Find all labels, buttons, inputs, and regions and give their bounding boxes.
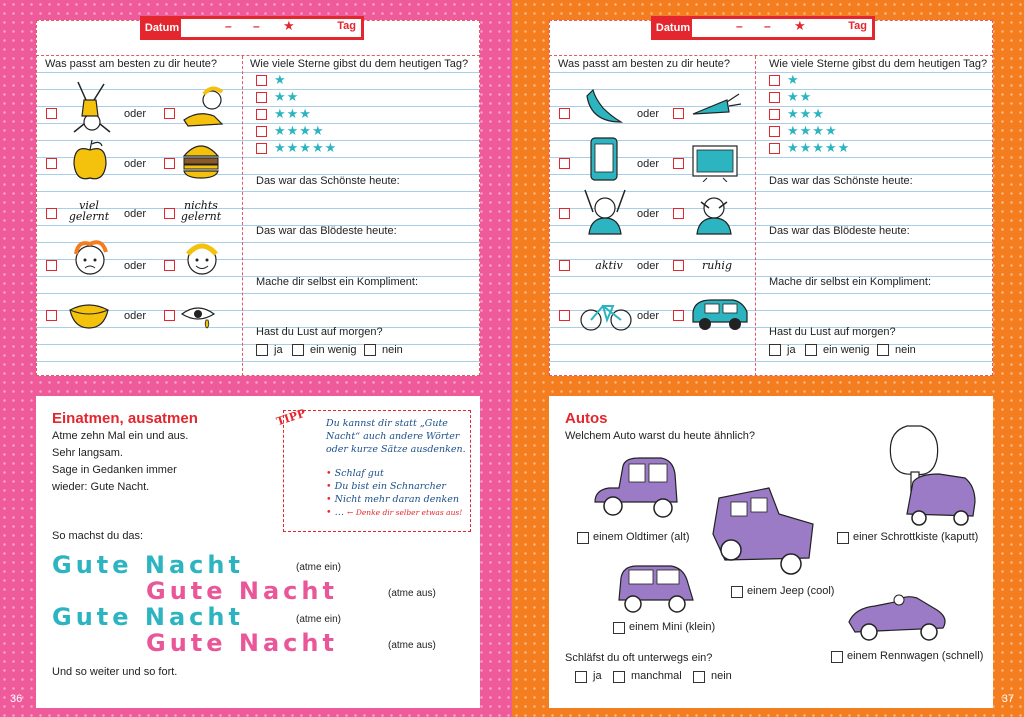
oldtimer-label: einem Oldtimer (alt) <box>593 531 690 543</box>
or-label: oder <box>124 208 147 220</box>
breathing-intro: Atme zehn Mal ein und aus. Sehr langsam. Sage in Gedanken immer wieder: Gute Nacht. <box>52 430 189 493</box>
tip-label: TIPP <box>274 406 308 429</box>
star-icon: ★ <box>794 18 806 33</box>
question-stars: Wie viele Sterne gibst du dem heutigen Tag? <box>769 58 988 70</box>
star-rating-1: ★ <box>274 72 287 87</box>
tip-list <box>326 467 470 519</box>
star-rating-2: ★★ <box>274 89 300 104</box>
race-car-icon <box>845 588 955 648</box>
calm-text: ruhig <box>702 259 732 272</box>
date-label: Datum <box>654 19 692 37</box>
checkbox-4-stars[interactable] <box>256 126 267 137</box>
excited-kid-icon <box>579 186 631 236</box>
burger-icon <box>180 136 222 182</box>
lying-kid-icon <box>178 80 230 130</box>
or-label: oder <box>637 108 660 120</box>
right-page <box>512 0 1024 717</box>
tv-icon <box>689 140 741 182</box>
or-label: oder <box>637 260 660 272</box>
checkbox-scrap[interactable] <box>837 532 849 544</box>
handstand-kid-icon <box>64 78 116 134</box>
page-number: 37 <box>1001 693 1014 705</box>
cars-question: Welchem Auto warst du heute ähnlich? <box>565 430 755 442</box>
apple-icon <box>68 138 112 184</box>
checkbox-1-star[interactable] <box>769 75 780 86</box>
checkbox-yes[interactable] <box>256 344 268 356</box>
star-rating-5: ★★★★★ <box>787 140 851 155</box>
oldtimer-car-icon <box>589 452 689 524</box>
checkbox-calm[interactable] <box>673 260 684 271</box>
checkbox-2-stars[interactable] <box>256 92 267 103</box>
checkbox-racer[interactable] <box>831 651 843 663</box>
checkbox-stressed[interactable] <box>673 208 684 219</box>
checkbox-no[interactable] <box>877 344 889 356</box>
crying-eye-icon <box>178 302 220 330</box>
star-rating-2: ★★ <box>787 89 813 104</box>
star-icon: ★ <box>283 18 295 33</box>
mini-label: einem Mini (klein) <box>629 621 716 633</box>
checkbox-3-stars[interactable] <box>256 109 267 120</box>
checkbox-a-little[interactable] <box>292 344 304 356</box>
checkbox-2-stars[interactable] <box>769 92 780 103</box>
carrot-icon <box>689 92 743 124</box>
sleep-sometimes: manchmal <box>631 670 682 682</box>
date-dash: – <box>253 19 260 33</box>
sleep-no: nein <box>711 670 732 682</box>
best-thing-prompt: Das war das Schönste heute: <box>769 175 913 187</box>
checkbox-sleep-no[interactable] <box>693 671 705 683</box>
checkbox-learned-nothing[interactable] <box>164 208 175 219</box>
checkbox-eye[interactable] <box>164 310 175 321</box>
breathing-title: Einatmen, ausatmen <box>52 410 198 427</box>
jeep-label: einem Jeep (cool) <box>747 585 835 597</box>
confused-face-icon <box>68 234 114 284</box>
day-label: Tag <box>337 20 356 32</box>
or-label: oder <box>637 208 660 220</box>
option-a-little: ein wenig <box>310 344 357 356</box>
checkbox-confused[interactable] <box>46 260 57 271</box>
car-icon <box>689 294 751 334</box>
worst-thing-prompt: Das war das Blödeste heute: <box>256 225 397 237</box>
checkbox-3-stars[interactable] <box>769 109 780 120</box>
question-best-fit: Was passt am besten zu dir heute? <box>45 58 218 70</box>
list-item: • Nicht mehr daran denken <box>326 493 470 506</box>
checkbox-active[interactable] <box>559 260 570 271</box>
breathing-card <box>36 396 480 708</box>
checkbox-handstand[interactable] <box>46 108 57 119</box>
date-field[interactable] <box>651 16 875 40</box>
checkbox-jeep[interactable] <box>731 586 743 598</box>
active-text: aktiv <box>595 259 623 272</box>
checkbox-a-little[interactable] <box>805 344 817 356</box>
checkbox-car[interactable] <box>673 310 684 321</box>
cars-card <box>549 396 993 708</box>
checkbox-mini[interactable] <box>613 622 625 634</box>
how-to-label: So machst du das: <box>52 530 144 542</box>
phrase-line-3: Gute Nacht <box>52 603 244 631</box>
date-dash: – <box>764 19 771 33</box>
checkbox-no[interactable] <box>364 344 376 356</box>
checkbox-apple[interactable] <box>46 158 57 169</box>
exhale-note: (atme aus) <box>388 640 436 651</box>
checkbox-tv[interactable] <box>673 158 684 169</box>
worst-thing-prompt: Das war das Blödeste heute: <box>769 225 910 237</box>
checkbox-burger[interactable] <box>164 158 175 169</box>
inhale-note: (atme ein) <box>296 614 342 625</box>
best-thing-prompt: Das war das Schönste heute: <box>256 175 400 187</box>
checkbox-learned-much[interactable] <box>46 208 57 219</box>
phone-icon <box>587 136 621 182</box>
star-rating-1: ★ <box>787 72 800 87</box>
star-rating-4: ★★★★ <box>274 123 325 138</box>
tomorrow-question: Hast du Lust auf morgen? <box>256 326 383 338</box>
date-dash: – <box>736 19 743 33</box>
cars-title: Autos <box>565 410 608 427</box>
page-number: 36 <box>10 693 23 705</box>
date-label: Datum <box>143 19 181 37</box>
checkbox-mouth[interactable] <box>46 310 57 321</box>
tip-text: Du kannst dir statt „Gute Nacht“ auch andere Wörter oder kurze Sätze ausdenken. <box>326 418 466 455</box>
jeep-car-icon <box>709 484 821 576</box>
wrecked-car-tree-icon <box>877 418 981 528</box>
list-item: • Schlaf gut <box>326 467 470 480</box>
phrase-line-2: Gute Nacht <box>146 577 338 605</box>
stressed-kid-icon <box>687 188 741 236</box>
list-item: • … ← Denke dir selber etwas aus! <box>326 506 470 519</box>
inhale-note: (atme ein) <box>296 562 342 573</box>
tomorrow-question: Hast du Lust auf morgen? <box>769 326 896 338</box>
compliment-prompt: Mache dir selbst ein Kompliment: <box>256 276 419 288</box>
checkbox-yes[interactable] <box>769 344 781 356</box>
happy-face-icon <box>180 234 224 284</box>
checkbox-oldtimer[interactable] <box>577 532 589 544</box>
sleep-question: Schläfst du oft unterwegs ein? <box>565 652 713 664</box>
checkbox-5-stars[interactable] <box>769 143 780 154</box>
mouth-icon <box>66 300 112 330</box>
checkbox-5-stars[interactable] <box>256 143 267 154</box>
checkbox-carrot[interactable] <box>673 108 684 119</box>
checkbox-happy[interactable] <box>164 260 175 271</box>
scrap-label: einer Schrottkiste (kaputt) <box>853 531 979 543</box>
list-item: • Du bist ein Schnarcher <box>326 480 470 493</box>
or-label: oder <box>637 158 660 170</box>
star-rating-3: ★★★ <box>274 106 312 121</box>
checkbox-sleep-sometimes[interactable] <box>613 671 625 683</box>
phrase-line-4: Gute Nacht <box>146 629 338 657</box>
date-field[interactable] <box>140 16 364 40</box>
learned-nothing-text: nichts gelernt <box>180 199 222 223</box>
tip-box <box>274 406 471 532</box>
question-stars: Wie viele Sterne gibst du dem heutigen Tag? <box>250 58 469 70</box>
or-label: oder <box>124 260 147 272</box>
checkbox-lying[interactable] <box>164 108 175 119</box>
outro-text: Und so weiter und so fort. <box>52 666 178 678</box>
journal-notebook <box>549 20 993 376</box>
checkbox-banana[interactable] <box>559 108 570 119</box>
journal-notebook <box>36 20 480 376</box>
day-label: Tag <box>848 20 867 32</box>
or-label: oder <box>124 310 147 322</box>
checkbox-phone[interactable] <box>559 158 570 169</box>
star-rating-5: ★★★★★ <box>274 140 338 155</box>
checkbox-excited[interactable] <box>559 208 570 219</box>
star-rating-3: ★★★ <box>787 106 825 121</box>
or-label: oder <box>637 310 660 322</box>
banana-icon <box>581 88 629 128</box>
checkbox-sleep-yes[interactable] <box>575 671 587 683</box>
option-yes: ja <box>787 344 796 356</box>
question-best-fit: Was passt am besten zu dir heute? <box>558 58 731 70</box>
option-no: nein <box>895 344 916 356</box>
racer-label: einem Rennwagen (schnell) <box>847 650 984 662</box>
checkbox-1-star[interactable] <box>256 75 267 86</box>
option-yes: ja <box>274 344 283 356</box>
star-rating-4: ★★★★ <box>787 123 838 138</box>
or-label: oder <box>124 108 147 120</box>
exhale-note: (atme aus) <box>388 588 436 599</box>
checkbox-bike[interactable] <box>559 310 570 321</box>
phrase-line-1: Gute Nacht <box>52 551 244 579</box>
mini-car-icon <box>613 560 701 620</box>
learned-much-text: viel gelernt <box>68 199 110 223</box>
compliment-prompt: Mache dir selbst ein Kompliment: <box>769 276 932 288</box>
option-a-little: ein wenig <box>823 344 870 356</box>
checkbox-4-stars[interactable] <box>769 126 780 137</box>
bicycle-icon <box>579 294 633 334</box>
option-no: nein <box>382 344 403 356</box>
date-dash: – <box>225 19 232 33</box>
sleep-yes: ja <box>593 670 602 682</box>
or-label: oder <box>124 158 147 170</box>
